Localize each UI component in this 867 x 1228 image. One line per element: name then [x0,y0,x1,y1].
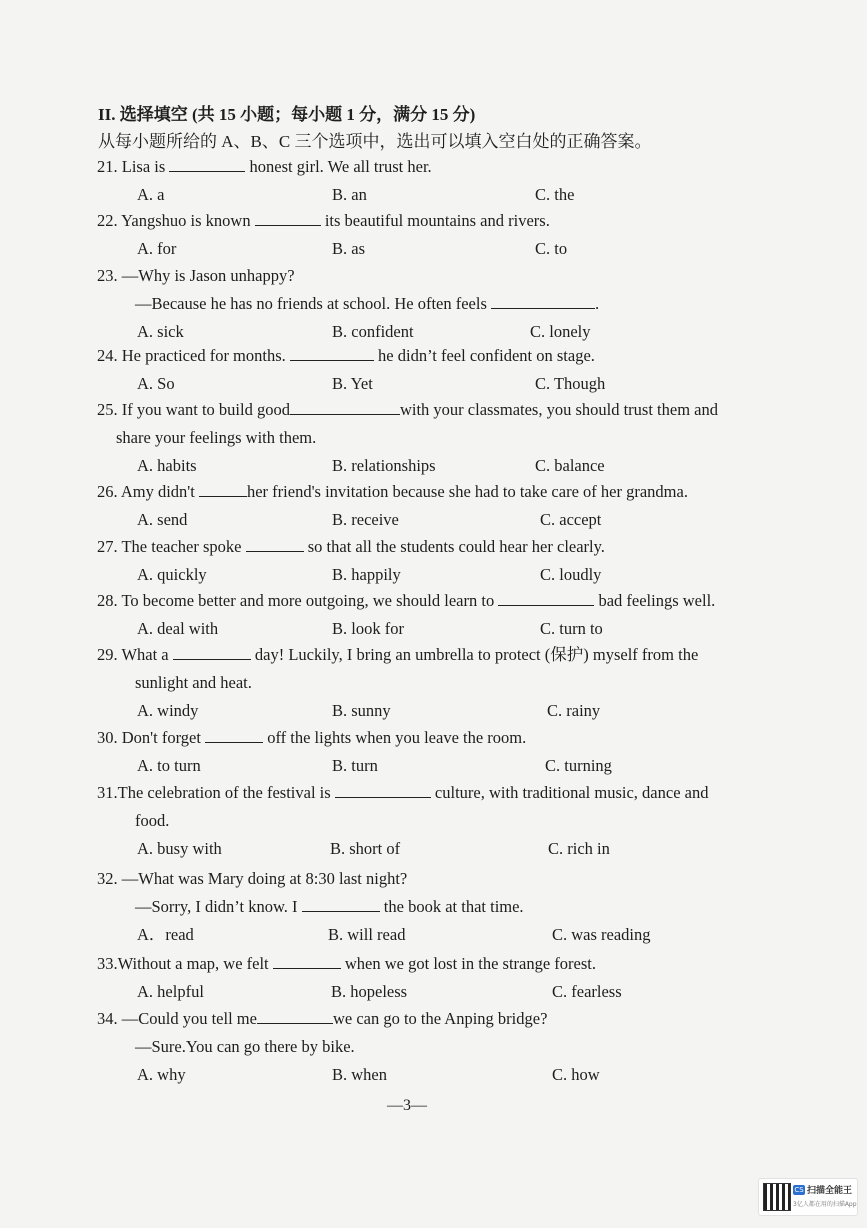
options-row [97,697,827,725]
option-a[interactable]: A. deal with [137,619,219,638]
option-b[interactable]: B. as [332,239,365,258]
question-stem-continued: food. [135,811,170,830]
options-row [97,835,827,863]
option-b[interactable]: B. confident [332,322,414,341]
option-a[interactable]: A. a [137,185,165,204]
question-31 [97,779,827,863]
option-a[interactable]: A. So [137,374,175,393]
option-a[interactable]: A. sick [137,322,184,341]
question-stem: 24. He practiced for months. [97,346,290,365]
answer-blank [246,537,304,552]
option-c[interactable]: C. to [535,239,568,258]
question-stem: 25. If you want to build good [97,400,290,419]
options-row [97,752,827,780]
answer-blank [290,346,374,361]
camscanner-logo-icon: CS [794,1186,804,1194]
scanner-watermark [758,1178,858,1216]
question-stem-tail: day! Luckily, I bring an umbrella to protect (保护) myself from the [250,645,699,664]
question-stem: 23. —Why is Jason unhappy? [97,266,295,285]
question-stem: 30. Don't forget [97,728,206,747]
answer-blank [205,728,263,743]
option-a[interactable]: A. windy [137,701,199,720]
option-b[interactable]: B. relationships [332,456,436,475]
options-row [97,1061,827,1089]
qr-code-icon [763,1183,791,1211]
question-30 [97,724,827,780]
options-row [97,181,827,209]
answer-blank [498,591,594,606]
option-b[interactable]: B. short of [330,839,401,858]
option-c[interactable]: C. fearless [552,982,622,1001]
watermark-title: 扫描全能王 [807,1186,853,1196]
option-a[interactable]: A. for [137,239,177,258]
answer-blank [169,157,245,172]
question-stem-tail: so that all the students could hear her clearly. [303,537,605,556]
option-a[interactable]: A. to turn [137,756,201,775]
option-b[interactable]: B. will read [328,925,406,944]
option-c[interactable]: C. loudly [540,565,602,584]
question-stem-tail: bad feelings well. [594,591,716,610]
answer-blank [335,783,431,798]
option-c[interactable]: C. how [552,1065,600,1084]
option-c[interactable]: C. Though [535,374,606,393]
option-c[interactable]: C. the [535,185,575,204]
question-25 [97,396,827,480]
question-21 [97,153,827,209]
answer-blank [173,645,251,660]
section-header: II. 选择填空 (共 15 小题；每小题 1 分，满分 15 分) [98,105,476,124]
answer-blank [255,211,321,226]
question-stem-tail: he didn’t feel confident on stage. [373,346,595,365]
option-b[interactable]: B. when [332,1065,387,1084]
question-34 [97,1005,827,1089]
options-row [97,615,827,643]
question-stem: 26. Amy didn't [97,482,199,501]
question-stem-tail: off the lights when you leave the room. [263,728,527,747]
question-stem-tail: culture, with traditional music, dance and [430,783,709,802]
page-number: —3— [387,1097,427,1114]
option-a[interactable]: A. busy with [137,839,222,858]
options-row [97,370,827,398]
dialogue-reply: —Sure.You can go there by bike. [135,1037,355,1056]
option-a[interactable]: A. send [137,510,188,529]
option-c[interactable]: C. lonely [530,322,591,341]
option-b[interactable]: B. an [332,185,367,204]
question-29 [97,641,827,725]
answer-blank [290,400,400,415]
watermark-subtitle: 3亿人都在用的扫描App [793,1201,857,1208]
question-32 [97,865,827,949]
answer-blank [273,954,341,969]
question-26 [97,478,827,534]
option-a[interactable]: A. quickly [137,565,207,584]
options-row [97,235,827,263]
question-stem-tail: we can go to the Anping bridge? [332,1009,548,1028]
question-stem: 34. —Could you tell me [97,1009,257,1028]
option-c[interactable]: C. turning [545,756,612,775]
question-stem: 27. The teacher spoke [97,537,246,556]
option-c[interactable]: C. balance [535,456,605,475]
dialogue-reply: —Sorry, I didn’t know. I [135,897,302,916]
question-stem-tail: her friend's invitation because she had to take care of her grandma. [246,482,688,501]
option-c[interactable]: C. accept [540,510,602,529]
options-row [97,921,827,949]
question-stem-tail: its beautiful mountains and rivers. [320,211,550,230]
section-instruction: 从每小题所给的 A、B、C 三个选项中，选出可以填入空白处的正确答案。 [98,132,652,151]
question-stem: 21. Lisa is [97,157,170,176]
question-stem-continued: share your feelings with them. [116,428,317,447]
options-row [97,978,827,1006]
option-c[interactable]: C. rich in [548,839,610,858]
question-stem: 22. Yangshuo is known [97,211,255,230]
question-27 [97,533,827,589]
question-stem: 28. To become better and more outgoing, we should learn to [97,591,499,610]
question-28 [97,587,827,643]
option-c[interactable]: C. was reading [552,925,651,944]
option-a[interactable]: A. why [137,1065,186,1084]
question-stem-tail: when we got lost in the strange forest. [340,954,596,973]
option-a[interactable]: A. helpful [137,982,204,1001]
question-stem-tail: honest girl. We all trust her. [245,157,432,176]
option-b[interactable]: B. hopeless [331,982,408,1001]
option-c[interactable]: C. rainy [547,701,601,720]
question-stem-tail: with your classmates, you should trust them and [399,400,718,419]
option-a[interactable]: A．read [137,925,194,944]
question-stem: 32. —What was Mary doing at 8:30 last night? [97,869,408,888]
option-a[interactable]: A. habits [137,456,197,475]
options-row [97,506,827,534]
option-b[interactable]: B. receive [332,510,399,529]
answer-blank [199,482,247,497]
option-b[interactable]: B. look for [332,619,404,638]
option-b[interactable]: B. sunny [332,701,391,720]
question-stem: 31.The celebration of the festival is [97,783,335,802]
question-24 [97,342,827,398]
question-22 [97,207,827,263]
option-c[interactable]: C. turn to [540,619,603,638]
dialogue-reply: —Because he has no friends at school. He often feels [135,294,492,313]
options-row [97,452,827,480]
answer-blank [491,294,595,309]
options-row [97,561,827,589]
question-stem: 33.Without a map, we felt [97,954,273,973]
question-33 [97,950,827,1006]
dialogue-reply-tail: the book at that time. [379,897,524,916]
option-b[interactable]: B. happily [332,565,401,584]
answer-blank [257,1009,333,1024]
dialogue-reply-tail: . [595,294,600,313]
question-23 [97,262,827,346]
answer-blank [302,897,380,912]
option-b[interactable]: B. turn [332,756,378,775]
question-stem: 29. What a [97,645,173,664]
question-stem-continued: sunlight and heat. [135,673,252,692]
option-b[interactable]: B. Yet [332,374,373,393]
